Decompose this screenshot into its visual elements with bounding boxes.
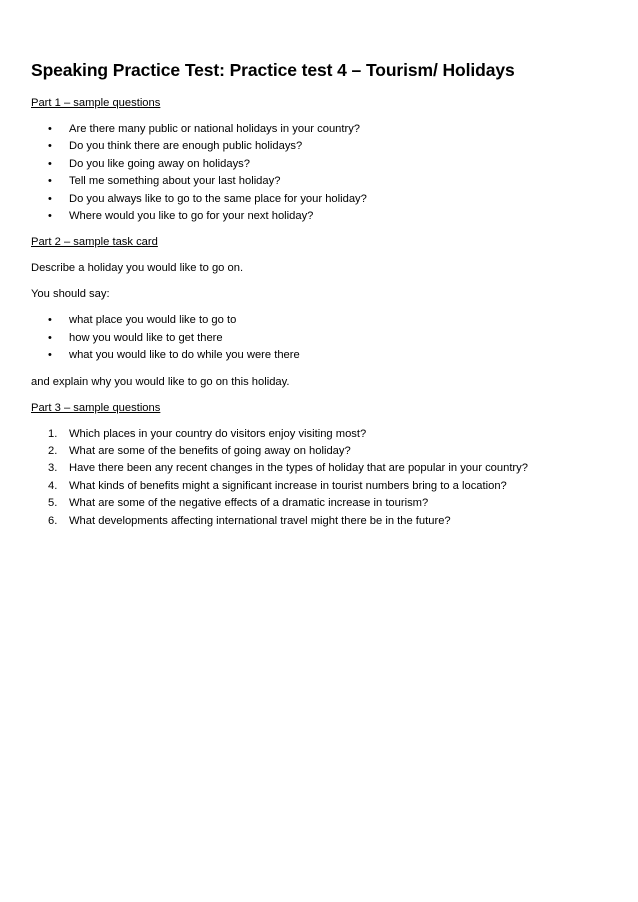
list-item xyxy=(31,121,611,138)
question-text: Which places in your country do visitors enjoy visiting most? xyxy=(69,427,367,440)
item-number: 5. xyxy=(48,497,58,510)
item-number: 3. xyxy=(48,462,58,475)
task-prompt: You should say: xyxy=(31,288,110,301)
question-text: What developments affecting international travel might there be in the future? xyxy=(69,514,451,527)
question-text: Have there been any recent changes in the types of holiday that are popular in your country? xyxy=(69,462,528,475)
bullet-icon: • xyxy=(48,210,52,223)
item-number: 2. xyxy=(48,445,58,458)
list-item xyxy=(31,495,611,512)
question-text: What are some of the benefits of going away on holiday? xyxy=(69,445,351,458)
document-page xyxy=(31,58,611,539)
list-item xyxy=(31,173,611,190)
question-text: Are there many public or national holidays in your country? xyxy=(69,123,361,135)
task-closing: and explain why you would like to go on this holiday. xyxy=(31,375,290,388)
list-item xyxy=(31,460,611,477)
list-item xyxy=(31,138,611,155)
part2-heading: Part 2 – sample task card xyxy=(31,236,158,249)
item-number: 6. xyxy=(48,514,58,527)
bullet-icon: • xyxy=(48,349,52,362)
question-text: Do you like going away on holidays? xyxy=(69,157,250,170)
bullet-icon: • xyxy=(48,157,52,170)
list-item xyxy=(31,513,611,530)
task-description: Describe a holiday you would like to go on. xyxy=(31,262,244,275)
question-text: Do you always like to go to the same place for your holiday? xyxy=(69,192,367,205)
point-text: how you would like to get there xyxy=(69,331,223,344)
part2-point-list xyxy=(31,312,611,364)
question-text: Do you think there are enough public holidays? xyxy=(69,140,303,153)
question-text: What are some of the negative effects of a dramatic increase in tourism? xyxy=(69,497,429,510)
bullet-icon: • xyxy=(48,175,52,188)
list-item xyxy=(31,191,611,208)
bullet-icon: • xyxy=(48,192,52,205)
part3-question-list xyxy=(31,426,611,530)
question-text: What kinds of benefits might a significant increase in tourist numbers bring to a location? xyxy=(69,479,507,492)
point-text: what place you would like to go to xyxy=(69,314,237,327)
question-text: Where would you like to go for your next holiday? xyxy=(69,210,314,223)
list-item xyxy=(31,478,611,495)
part1-question-list xyxy=(31,121,611,225)
list-item xyxy=(31,156,611,173)
list-item xyxy=(31,347,611,364)
bullet-icon: • xyxy=(48,140,52,153)
list-item xyxy=(31,426,611,443)
item-number: 4. xyxy=(48,479,58,492)
bullet-icon: • xyxy=(48,123,52,135)
list-item xyxy=(31,312,611,329)
page-title: Speaking Practice Test: Practice test 4 – Tourism/ Holidays xyxy=(31,60,515,80)
bullet-icon: • xyxy=(48,314,52,327)
part3-heading: Part 3 – sample questions xyxy=(31,401,161,414)
part1-heading: Part 1 – sample questions xyxy=(31,97,161,109)
item-number: 1. xyxy=(48,427,58,440)
bullet-icon: • xyxy=(48,331,52,344)
question-text: Tell me something about your last holiday? xyxy=(69,175,281,188)
list-item xyxy=(31,330,611,347)
point-text: what you would like to do while you were there xyxy=(69,349,300,362)
list-item xyxy=(31,208,611,225)
list-item xyxy=(31,443,611,460)
